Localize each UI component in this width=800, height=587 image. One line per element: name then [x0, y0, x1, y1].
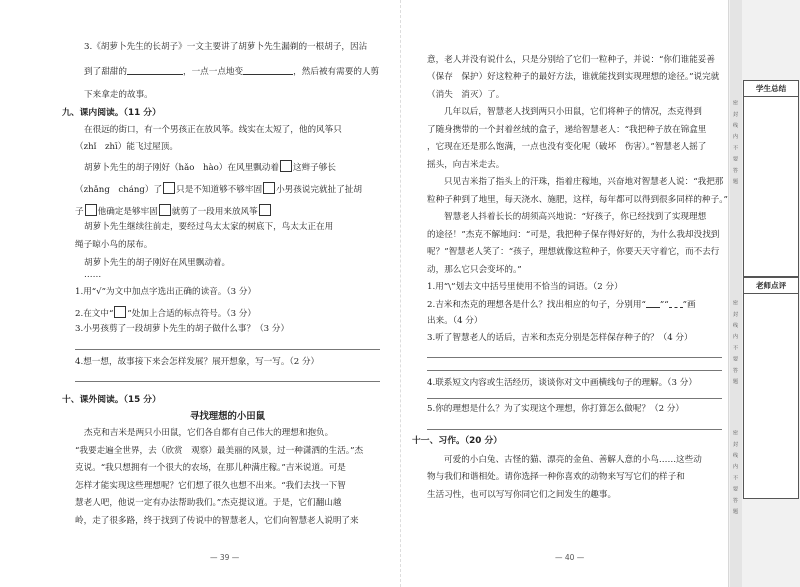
- question-3: 3.小男孩剪了一段胡萝卜先生的胡子做什么事？（3 分）: [75, 324, 290, 334]
- passage-text: 只是不知道够不够牢固: [176, 185, 263, 195]
- question-4: 4.联系短文内容或生活经历，谈谈你对文中画横线句子的理解。（3 分）: [427, 378, 697, 388]
- student-summary-title: 学生总结: [744, 81, 798, 97]
- section-10-title: 十、课外阅读。（15 分）: [62, 395, 161, 405]
- q3-text-c: ，然后被有需要的人剪: [293, 67, 380, 77]
- story-line: 粒种子种到了地里，每天浇水、施肥，这样，每年都可以得到很多同样的种子。”: [427, 195, 728, 205]
- story-line: 了随身携带的一个封着丝绒的盒子，递给智慧老人：“我把种子放在锦盒里: [427, 125, 707, 135]
- story-line: 摇头，向吉米走去。: [427, 160, 505, 170]
- punctuation-box[interactable]: [263, 182, 275, 194]
- wavy-line-sample: [669, 307, 683, 308]
- story-line: 怎样才能实现这些理想呢？它们想了很久也想不出来。“我们去找一下智: [75, 481, 346, 491]
- q3-text-a: 到了甜甜的: [84, 67, 127, 77]
- answer-line[interactable]: [427, 398, 722, 399]
- section-11-title: 十一、习作。（20 分）: [412, 436, 503, 446]
- answer-line[interactable]: [427, 357, 722, 358]
- story-line: 的途径！”杰克不解地问：“可是，我把种子保存得好好的，为什么我却没找到: [427, 230, 720, 240]
- passage-text: 这辫子够长: [292, 163, 336, 173]
- q3-blank-2[interactable]: [243, 74, 293, 75]
- passage-text: 就剪了一段用来放风筝: [171, 207, 258, 217]
- story-line: 动，那么它只会变坏的。”: [427, 265, 522, 275]
- q3-line1: 3.《胡萝卜先生的长胡子》一文主要讲了胡萝卜先生漏剃的一根胡子，因沾: [84, 42, 368, 52]
- story-line: 几年以后，智慧老人找到两只小田鼠，它们将种子的情况，杰克得到: [444, 107, 702, 117]
- writing-prompt-line: 生活习性，也可以写写你同它们之间发生的趣事。: [427, 490, 617, 500]
- story-line: （消失 消灭）了。: [427, 90, 505, 100]
- passage-text: 胡萝卜先生的胡子刚好（hǎo hào）在风里飘动着: [84, 163, 279, 173]
- passage-text: 小男孩说完就扯了扯胡: [276, 185, 363, 195]
- story-line: ，它现在还是那么饱满，一点也没有变化呢（破坏 伤害）。”智慧老人摇了: [427, 142, 707, 152]
- story-line: “我要走遍全世界，去（欣赏 观察）最美丽的风景，过一种潇洒的生活。”杰: [75, 446, 364, 456]
- writing-prompt-line: 可爱的小白兔、古怪的猫、漂亮的金鱼、善解人意的小鸟……这些动: [444, 455, 702, 465]
- story-line: （保存 保护）好这粒种子的最好方法，谁就能找到实现理想的途径。”说完就: [427, 72, 720, 82]
- question-text: 2.在文中“: [75, 309, 114, 319]
- question-2-cont: 出来。（4 分）: [427, 316, 483, 326]
- passage-line: 胡萝卜先生继续往前走，要经过鸟太太家的树底下，鸟太太正在用: [84, 222, 334, 232]
- teacher-comment-title: 老师点评: [744, 278, 798, 294]
- underline-sample: [646, 307, 660, 308]
- side-panel: [728, 0, 800, 587]
- question-text: ”“: [659, 300, 669, 310]
- ellipsis: ……: [84, 270, 102, 280]
- answer-line[interactable]: [75, 381, 380, 382]
- story-line: 只见吉米指了指头上的汗珠，指着庄稼地，兴奋地对智慧老人说：“我把那: [444, 177, 724, 187]
- teacher-comment-box[interactable]: [743, 277, 799, 499]
- passage-text: 子: [75, 207, 84, 217]
- question-5: 5.你的理想是什么？为了实现这个理想，你打算怎么做呢？（2 分）: [427, 404, 685, 414]
- question-2: [75, 306, 256, 320]
- seal-note: 密 封 线 内 不 要 答 题: [732, 300, 738, 384]
- section-9-title: 九、课内阅读。（11 分）: [62, 108, 161, 118]
- question-2: [427, 300, 696, 311]
- q3-text-b: ，一点一点地变: [182, 67, 244, 77]
- seal-note: 密 封 线 内 不 要 答 题: [732, 100, 738, 184]
- question-1: 1.用“\”划去文中括号里使用不恰当的词语。（2 分）: [427, 282, 623, 292]
- punctuation-box[interactable]: [159, 204, 171, 216]
- page-number: — 39 —: [210, 553, 240, 562]
- question-4: 4.想一想，故事接下来会怎样发展？展开想象，写一写。（2 分）: [75, 357, 320, 367]
- question-text: ”处加上合适的标点符号。（3 分）: [127, 309, 256, 319]
- page-number: — 40 —: [555, 553, 585, 562]
- passage-text: 他确定是够牢固: [97, 207, 158, 217]
- question-1: 1.用“√”为文中加点字选出正确的读音。（3 分）: [75, 287, 257, 297]
- q3-blank-1[interactable]: [127, 74, 183, 75]
- punctuation-box: [114, 306, 126, 318]
- writing-prompt-line: 物与我们和谐相处。请你选择一种你喜欢的动物来写写它们的样子和: [427, 472, 685, 482]
- story-line: 杰克和吉米是两只小田鼠，它们各自都有自己伟大的理想和抱负。: [84, 428, 334, 438]
- passage-text: （zhǎng cháng）了: [75, 185, 163, 195]
- answer-line[interactable]: [427, 429, 722, 430]
- passage-line: 绳子晾小鸟的尿布。: [75, 240, 153, 250]
- question-3: 3.听了智慧老人的话后，吉米和杰克分别是怎样保存种子的？（4 分）: [427, 333, 693, 343]
- seal-note: 密 封 线 内 不 要 答 题: [732, 430, 738, 514]
- story-line: 智慧老人抖着长长的胡须高兴地说：“好孩子，你已经找到了实现理想: [444, 212, 707, 222]
- story-line: 克说。“我只想拥有一个很大的农场，在那儿种满庄稼。”吉米说道。可是: [75, 463, 346, 473]
- punctuation-box[interactable]: [85, 204, 97, 216]
- story-line: 呢？”智慧老人笑了：“孩子，理想就像这粒种子，你要天天守着它，而不去行: [427, 247, 720, 257]
- punctuation-box[interactable]: [163, 182, 175, 194]
- answer-line[interactable]: [75, 349, 380, 350]
- right-page: [400, 0, 730, 587]
- q3-line2: [84, 67, 379, 78]
- passage-line: [84, 160, 336, 174]
- punctuation-box[interactable]: [280, 160, 292, 172]
- question-text: ”画: [682, 300, 696, 310]
- passage-line: [75, 204, 272, 218]
- q3-line3: 下来拿走的故事。: [84, 90, 153, 100]
- passage-line: [75, 182, 362, 196]
- student-summary-box[interactable]: [743, 80, 799, 277]
- answer-line[interactable]: [427, 370, 722, 371]
- story-line: 慧老人吧，他说一定有办法帮助我们。”杰克提议道。于是，它们翻山越: [75, 498, 342, 508]
- passage-line: 胡萝卜先生的胡子刚好在风里飘动着。: [84, 258, 231, 268]
- story-line: 意，老人并没有说什么，只是分别给了它们一粒种子，并说：“你们谁能妥善: [427, 55, 715, 65]
- story-title: 寻找理想的小田鼠: [190, 411, 266, 422]
- passage-line: （zhǐ zhī）能飞过屋顶。: [75, 142, 178, 152]
- punctuation-box[interactable]: [259, 204, 271, 216]
- story-line: 岭，走了很多路，终于找到了传说中的智慧老人，它们向智慧老人说明了来: [75, 516, 359, 526]
- passage-line: 在很远的街口，有一个男孩正在放风筝。线实在太短了，他的风筝只: [84, 125, 342, 135]
- question-text: 2.吉米和杰克的理想各是什么？找出相应的句子，分别用“: [427, 300, 646, 310]
